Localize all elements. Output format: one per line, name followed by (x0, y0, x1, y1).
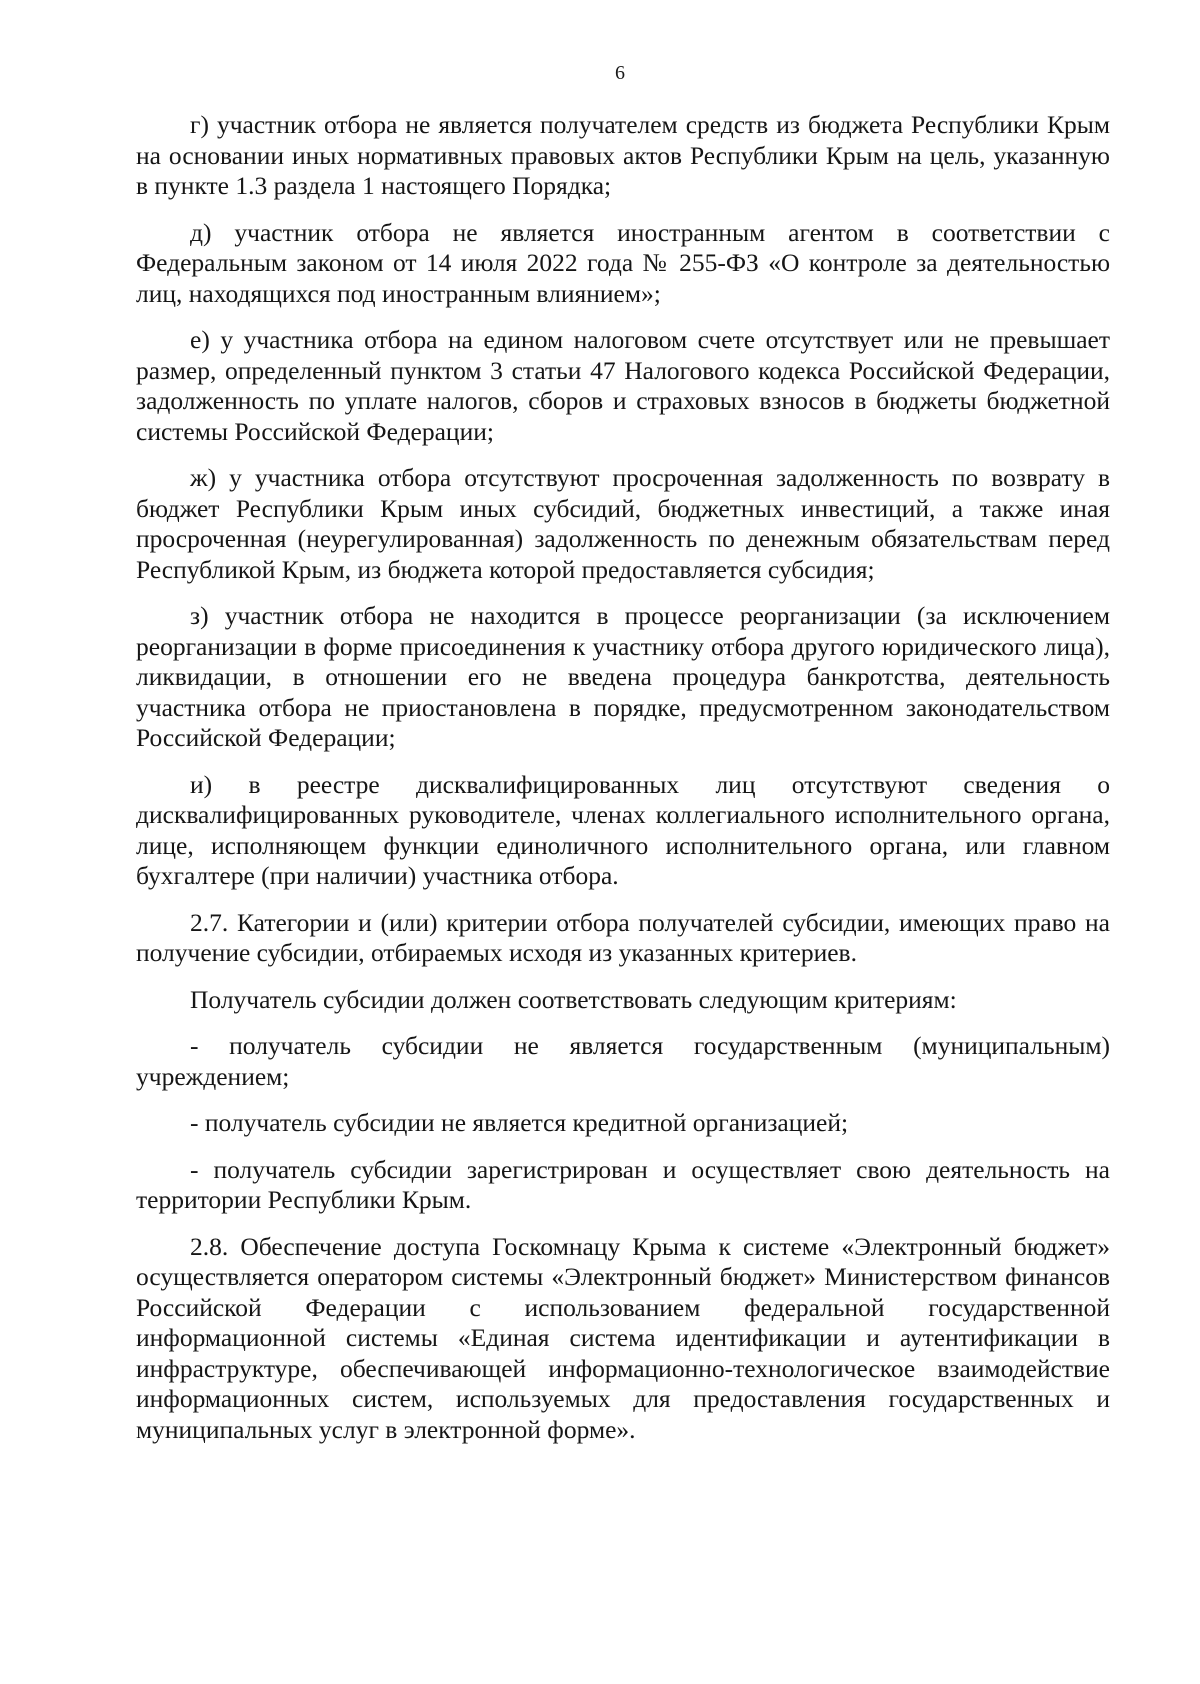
paragraph-i-disqualified-persons: и) в реестре дисквалифицированных лиц отсутствуют сведения о дисквалифицированных руководителе, членах коллегиального исполнительного органа, лице, исполняющем функции единоличного исполнительного органа, или главном бухгалтере (при наличии) участника отбора. (136, 769, 1110, 890)
paragraph-d-foreign-agent: д) участник отбора не является иностранным агентом в соответствии с Федеральным законом от 14 июля 2022 года № 255-ФЗ «О контроле за деятельностью лиц, находящихся под иностранным влиянием»; (136, 217, 1110, 308)
paragraph-e-tax-debt: е) у участника отбора на едином налоговом счете отсутствует или не превышает размер, определенный пунктом 3 статьи 47 Налогового кодекса Российской Федерации, задолженность по уплате налогов, сборов и страховых взносов в бюджеты бюджетной системы Российской Федерации; (136, 325, 1110, 446)
criterion-not-credit-organization: - получатель субсидии не является кредитной организацией; (190, 1108, 849, 1137)
paragraph-g-budget-funds: г) участник отбора не является получателем средств из бюджета Республики Крым на основании иных нормативных правовых актов Республики Крым на цель, указанную в пункте 1.3 раздела 1 настоящего Порядка; (136, 110, 1110, 200)
criterion-not-state-institution: - получатель субсидии не является государственным (муниципальным) учреждением; (136, 1031, 1110, 1091)
paragraph-zh-overdue-debt: ж) у участника отбора отсутствуют просроченная задолженность по возврату в бюджет Республики Крым иных субсидий, бюджетных инвестиций, а также иная просроченная (неурегулированная) задолженность по денежным обязательствам перед Республикой Крым, из бюджета которой предоставляется субсидия; (136, 463, 1110, 584)
document-body (136, 110, 1110, 1461)
paragraph-z-reorganization: з) участник отбора не находится в процессе реорганизации (за исключением реорганизации в форме присоединения к участнику отбора другого юридического лица), ликвидации, в отношении его не введена процедура банкротства, деятельность участника отбора не приостановлена в порядке, предусмотренном законодательством Российской Федерации; (136, 601, 1110, 752)
paragraph-2-7-criteria: 2.7. Категории и (или) критерии отбора получателей субсидии, имеющих право на получение субсидии, отбираемых исходя из указанных критериев. (136, 907, 1110, 967)
criterion-registered-in-crimea: - получатель субсидии зарегистрирован и осуществляет свою деятельность на территории Республики Крым. (136, 1154, 1110, 1214)
page-number: 6 (615, 62, 625, 84)
paragraph-2-8-electronic-budget: 2.8. Обеспечение доступа Госкомнацу Крыма к системе «Электронный бюджет» осуществляется оператором системы «Электронный бюджет» Министерством финансов Российской Федерации с использованием федеральной государственной информационной системы «Единая система идентификации и аутентификации в инфраструктуре, обеспечивающей информационно-технологическое взаимодействие информационных систем, используемых для предоставления государственных и муниципальных услуг в электронной форме». (136, 1231, 1110, 1444)
paragraph-recipient-criteria-intro: Получатель субсидии должен соответствовать следующим критериям: (190, 984, 957, 1014)
